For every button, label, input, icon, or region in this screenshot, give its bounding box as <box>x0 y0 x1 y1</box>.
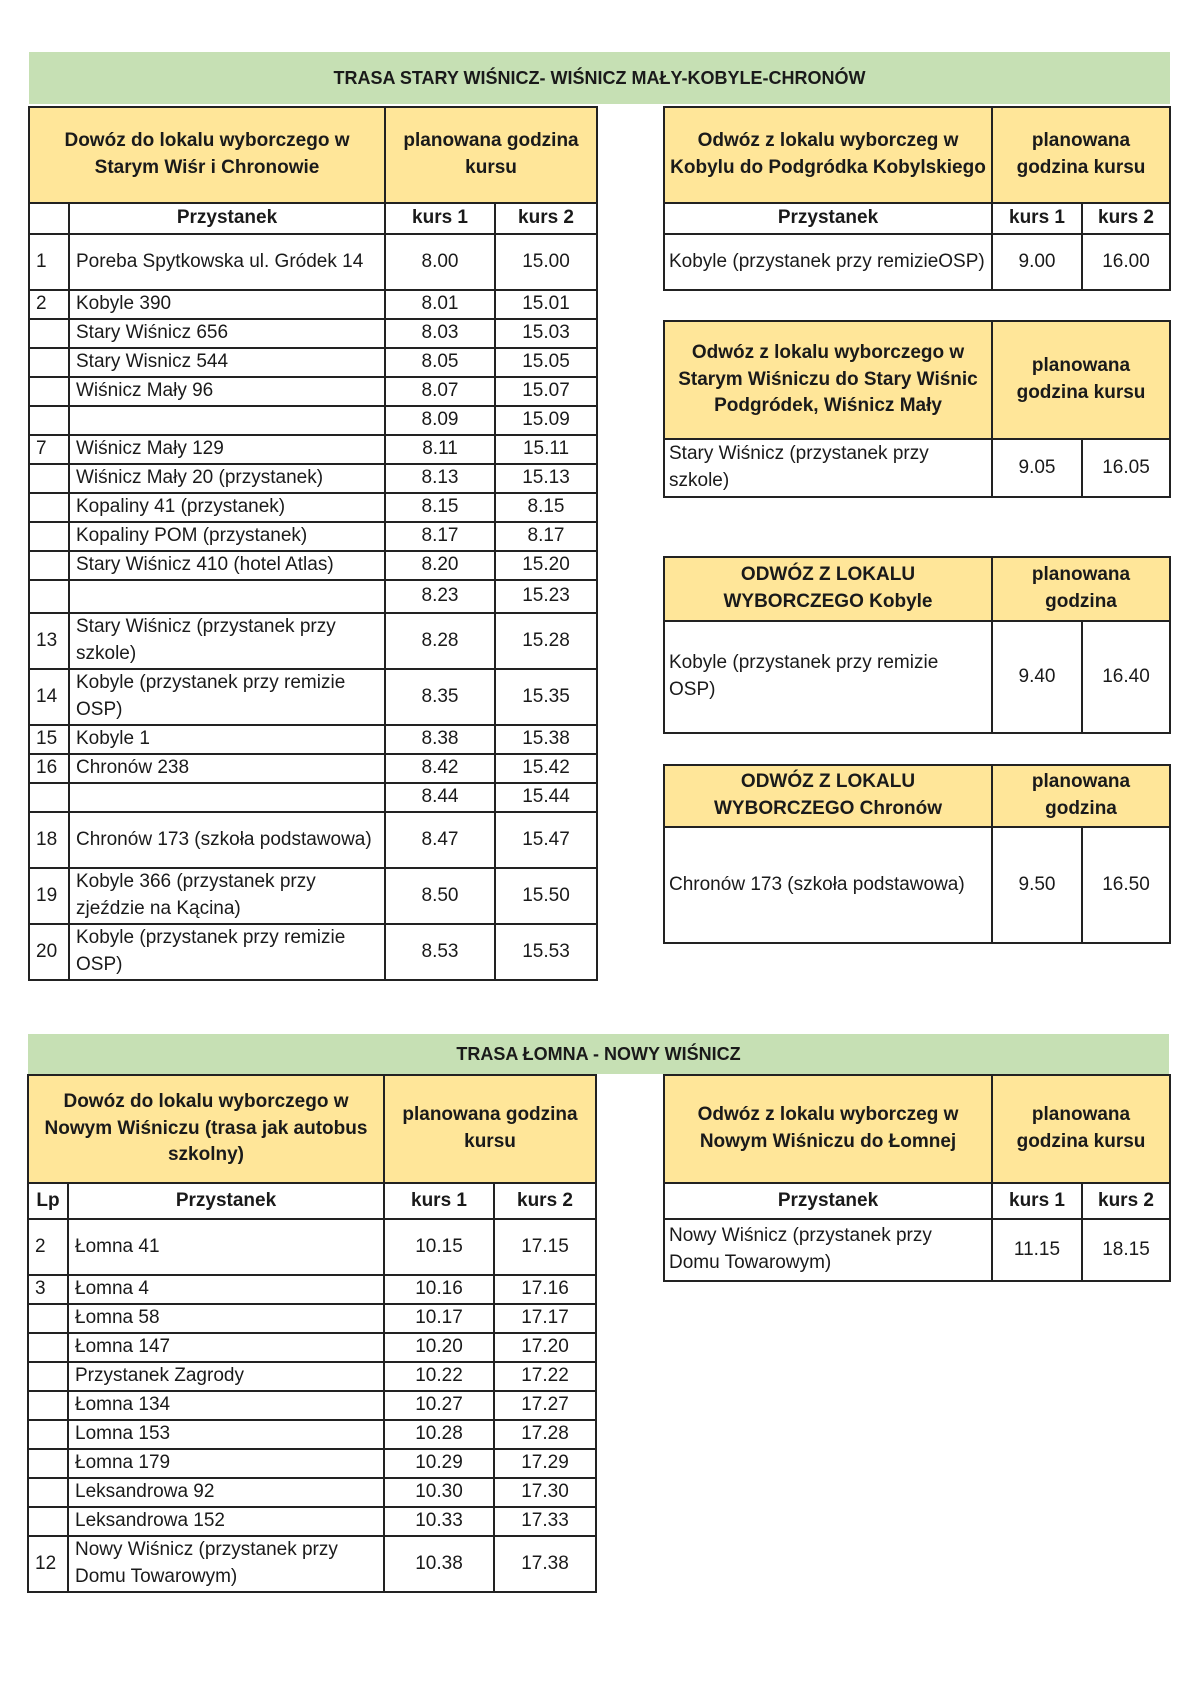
table-row <box>28 1275 596 1304</box>
route1-title: TRASA STARY WIŚNICZ- WIŚNICZ MAŁY-KOBYLE-CHRONÓW <box>29 52 1170 104</box>
row-number: 2 <box>29 290 69 319</box>
kurs2-time: 17.28 <box>494 1420 596 1449</box>
return3-header-title: ODWÓZ Z LOKALU WYBORCZEGO Kobyle <box>664 557 992 621</box>
table-row <box>29 613 597 669</box>
route2-main-header-title: Dowóz do lokalu wyborczego w Nowym Wiśniczu (trasa jak autobus szkolny) <box>28 1075 384 1183</box>
kurs1-time: 10.17 <box>384 1304 494 1333</box>
kurs2-time: 17.16 <box>494 1275 596 1304</box>
table-row <box>29 319 597 348</box>
kurs1-time: 10.33 <box>384 1507 494 1536</box>
return1-stop: Kobyle (przystanek przy remizieOSP) <box>664 234 992 290</box>
return-header-title: Odwóz z lokalu wyborczeg w Nowym Wiśniczu do Łomnej <box>664 1075 992 1183</box>
col-stop: Przystanek <box>68 1183 384 1219</box>
return-kurs1: 11.15 <box>992 1219 1082 1281</box>
row-number: 12 <box>28 1536 68 1592</box>
row-number: 16 <box>29 754 69 783</box>
row-number <box>28 1420 68 1449</box>
kurs1-time: 8.00 <box>385 234 495 290</box>
stop-name: Kobyle 1 <box>69 725 385 754</box>
table-row <box>29 290 597 319</box>
route2-main-table <box>27 1074 597 1593</box>
table-row <box>29 551 597 580</box>
return-stop: Nowy Wiśnicz (przystanek przy Domu Towarowym) <box>664 1219 992 1281</box>
kurs1-time: 8.03 <box>385 319 495 348</box>
return4-header-time: planowana godzina <box>992 765 1170 827</box>
row-number <box>28 1391 68 1420</box>
kurs2-time: 15.35 <box>495 669 597 725</box>
stop-name: Nowy Wiśnicz (przystanek przy Domu Towarowym) <box>68 1536 384 1592</box>
table-row <box>29 725 597 754</box>
col-kurs2: kurs 2 <box>495 203 597 234</box>
route2-main-header-time: planowana godzina kursu <box>384 1075 596 1183</box>
kurs1-time: 8.44 <box>385 783 495 812</box>
stop-name: Kobyle (przystanek przy remizie OSP) <box>69 924 385 980</box>
return3-kurs1: 9.40 <box>992 621 1082 733</box>
route2-return-table <box>663 1074 1171 1282</box>
stop-name: Kobyle (przystanek przy remizie OSP) <box>69 669 385 725</box>
kurs1-time: 8.17 <box>385 522 495 551</box>
return3-header-time: planowana godzina <box>992 557 1170 621</box>
kurs2-time: 15.01 <box>495 290 597 319</box>
stop-name: Łomna 179 <box>68 1449 384 1478</box>
stop-name <box>69 580 385 613</box>
return1-kurs2: 16.00 <box>1082 234 1170 290</box>
table-row <box>29 348 597 377</box>
row-number <box>29 348 69 377</box>
stop-name: Łomna 58 <box>68 1304 384 1333</box>
stop-name: Lomna 153 <box>68 1420 384 1449</box>
table-row <box>29 754 597 783</box>
row-number <box>29 551 69 580</box>
kurs1-time: 8.35 <box>385 669 495 725</box>
table-row <box>28 1219 596 1275</box>
row-number <box>29 783 69 812</box>
col-kurs2: kurs 2 <box>1082 1183 1170 1219</box>
table-row <box>28 1507 596 1536</box>
stop-name: Poreba Spytkowska ul. Gródek 14 <box>69 234 385 290</box>
kurs2-time: 8.15 <box>495 493 597 522</box>
stop-name <box>69 406 385 435</box>
return2-kurs1: 9.05 <box>992 439 1082 497</box>
row-number <box>28 1478 68 1507</box>
kurs1-time: 10.29 <box>384 1449 494 1478</box>
kurs1-time: 8.01 <box>385 290 495 319</box>
kurs2-time: 15.23 <box>495 580 597 613</box>
return2-kurs2: 16.05 <box>1082 439 1170 497</box>
table-row <box>29 580 597 613</box>
table-row <box>28 1478 596 1507</box>
return1-kurs1: 9.00 <box>992 234 1082 290</box>
stop-name: Łomna 41 <box>68 1219 384 1275</box>
kurs1-time: 10.27 <box>384 1391 494 1420</box>
stop-name: Przystanek Zagrody <box>68 1362 384 1391</box>
row-number <box>28 1304 68 1333</box>
stop-name: Chronów 238 <box>69 754 385 783</box>
row-number <box>29 464 69 493</box>
kurs1-time: 8.38 <box>385 725 495 754</box>
col-kurs1: kurs 1 <box>992 1183 1082 1219</box>
stop-name: Kobyle 366 (przystanek przy zjeździe na Kącina) <box>69 868 385 924</box>
col-stop: Przystanek <box>69 203 385 234</box>
route2-title: TRASA ŁOMNA - NOWY WIŚNICZ <box>28 1034 1169 1074</box>
kurs1-time: 10.16 <box>384 1275 494 1304</box>
kurs2-time: 15.09 <box>495 406 597 435</box>
row-number: 18 <box>29 812 69 868</box>
kurs1-time: 8.53 <box>385 924 495 980</box>
row-number <box>29 406 69 435</box>
kurs1-time: 10.22 <box>384 1362 494 1391</box>
table-row <box>29 377 597 406</box>
return2-header-time: planowana godzina kursu <box>992 321 1170 439</box>
table-row <box>28 1304 596 1333</box>
kurs1-time: 8.09 <box>385 406 495 435</box>
kurs2-time: 15.13 <box>495 464 597 493</box>
stop-name: Chronów 173 (szkoła podstawowa) <box>69 812 385 868</box>
col-lp: Lp <box>28 1183 68 1219</box>
table-row <box>29 669 597 725</box>
col-kurs1: kurs 1 <box>992 203 1082 234</box>
stop-name: Łomna 4 <box>68 1275 384 1304</box>
kurs2-time: 15.20 <box>495 551 597 580</box>
row-number <box>28 1362 68 1391</box>
return3-kurs2: 16.40 <box>1082 621 1170 733</box>
route1-main-header-time: planowana godzina kursu <box>385 107 597 203</box>
table-row <box>29 924 597 980</box>
table-row <box>29 435 597 464</box>
kurs1-time: 8.50 <box>385 868 495 924</box>
route1-main-table <box>28 106 598 981</box>
kurs1-time: 8.23 <box>385 580 495 613</box>
row-number: 20 <box>29 924 69 980</box>
kurs1-time: 10.20 <box>384 1333 494 1362</box>
col-kurs2: kurs 2 <box>1082 203 1170 234</box>
stop-name: Wiśnicz Mały 129 <box>69 435 385 464</box>
return4-kurs2: 16.50 <box>1082 827 1170 943</box>
stop-name: Łomna 134 <box>68 1391 384 1420</box>
stop-name: Kobyle 390 <box>69 290 385 319</box>
stop-name: Leksandrowa 92 <box>68 1478 384 1507</box>
stop-name: Stary Wisnicz 544 <box>69 348 385 377</box>
return2-stop: Stary Wiśnicz (przystanek przy szkole) <box>664 439 992 497</box>
row-number: 3 <box>28 1275 68 1304</box>
kurs1-time: 8.05 <box>385 348 495 377</box>
table-row <box>28 1536 596 1592</box>
col-kurs1: kurs 1 <box>384 1183 494 1219</box>
return1-header-title: Odwóz z lokalu wyborczeg w Kobylu do Podgródka Kobylskiego <box>664 107 992 203</box>
table-row <box>28 1449 596 1478</box>
kurs2-time: 17.29 <box>494 1449 596 1478</box>
return2-header-title: Odwóz z lokalu wyborczego w Starym Wiśniczu do Stary Wiśnic Podgródek, Wiśnicz Mały <box>664 321 992 439</box>
stop-name: Łomna 147 <box>68 1333 384 1362</box>
return4-stop: Chronów 173 (szkoła podstawowa) <box>664 827 992 943</box>
kurs2-time: 15.00 <box>495 234 597 290</box>
row-number <box>29 377 69 406</box>
stop-name: Leksandrowa 152 <box>68 1507 384 1536</box>
table-row <box>28 1420 596 1449</box>
kurs1-time: 8.15 <box>385 493 495 522</box>
row-number: 13 <box>29 613 69 669</box>
row-number: 2 <box>28 1219 68 1275</box>
kurs2-time: 17.20 <box>494 1333 596 1362</box>
stop-name: Kopaliny POM (przystanek) <box>69 522 385 551</box>
row-number <box>29 319 69 348</box>
kurs1-time: 8.47 <box>385 812 495 868</box>
kurs2-time: 15.42 <box>495 754 597 783</box>
row-number: 7 <box>29 435 69 464</box>
return4-header-title: ODWÓZ Z LOKALU WYBORCZEGO Chronów <box>664 765 992 827</box>
table-row <box>28 1333 596 1362</box>
kurs2-time: 15.47 <box>495 812 597 868</box>
row-number <box>28 1507 68 1536</box>
route1-main-header-title: Dowóz do lokalu wyborczego w Starym Wiśr i Chronowie <box>29 107 385 203</box>
stop-name: Wiśnicz Mały 96 <box>69 377 385 406</box>
row-number <box>29 493 69 522</box>
kurs1-time: 8.11 <box>385 435 495 464</box>
kurs1-time: 10.38 <box>384 1536 494 1592</box>
kurs2-time: 15.11 <box>495 435 597 464</box>
return3-stop: Kobyle (przystanek przy remizie OSP) <box>664 621 992 733</box>
kurs2-time: 17.33 <box>494 1507 596 1536</box>
kurs2-time: 15.38 <box>495 725 597 754</box>
table-row <box>28 1362 596 1391</box>
col-stop: Przystanek <box>664 1183 992 1219</box>
row-number: 15 <box>29 725 69 754</box>
route1-return1-table <box>663 106 1171 291</box>
table-row <box>29 493 597 522</box>
stop-name <box>69 783 385 812</box>
table-row <box>29 406 597 435</box>
kurs2-time: 15.28 <box>495 613 597 669</box>
return-header-time: planowana godzina kursu <box>992 1075 1170 1183</box>
row-number: 19 <box>29 868 69 924</box>
route1-return2-table <box>663 320 1171 498</box>
kurs1-time: 8.07 <box>385 377 495 406</box>
kurs1-time: 10.28 <box>384 1420 494 1449</box>
kurs1-time: 10.15 <box>384 1219 494 1275</box>
row-number <box>29 522 69 551</box>
kurs1-time: 10.30 <box>384 1478 494 1507</box>
kurs2-time: 17.30 <box>494 1478 596 1507</box>
row-number <box>28 1449 68 1478</box>
col-kurs1: kurs 1 <box>385 203 495 234</box>
return4-kurs1: 9.50 <box>992 827 1082 943</box>
kurs2-time: 8.17 <box>495 522 597 551</box>
kurs2-time: 17.38 <box>494 1536 596 1592</box>
col-stop: Przystanek <box>664 203 992 234</box>
kurs2-time: 15.07 <box>495 377 597 406</box>
table-row <box>29 812 597 868</box>
kurs1-time: 8.13 <box>385 464 495 493</box>
route1-return4-table <box>663 764 1171 944</box>
stop-name: Stary Wiśnicz 656 <box>69 319 385 348</box>
row-number <box>29 580 69 613</box>
row-number <box>28 1333 68 1362</box>
kurs1-time: 8.20 <box>385 551 495 580</box>
kurs2-time: 17.17 <box>494 1304 596 1333</box>
kurs2-time: 15.03 <box>495 319 597 348</box>
stop-name: Wiśnicz Mały 20 (przystanek) <box>69 464 385 493</box>
return1-header-time: planowana godzina kursu <box>992 107 1170 203</box>
row-number: 1 <box>29 234 69 290</box>
return-kurs2: 18.15 <box>1082 1219 1170 1281</box>
row-number: 14 <box>29 669 69 725</box>
table-row <box>29 234 597 290</box>
kurs1-time: 8.42 <box>385 754 495 783</box>
kurs1-time: 8.28 <box>385 613 495 669</box>
table-row <box>29 522 597 551</box>
kurs2-time: 15.05 <box>495 348 597 377</box>
kurs2-time: 17.15 <box>494 1219 596 1275</box>
stop-name: Stary Wiśnicz 410 (hotel Atlas) <box>69 551 385 580</box>
table-row <box>29 783 597 812</box>
kurs2-time: 17.22 <box>494 1362 596 1391</box>
stop-name: Stary Wiśnicz (przystanek przy szkole) <box>69 613 385 669</box>
stop-name: Kopaliny 41 (przystanek) <box>69 493 385 522</box>
kurs2-time: 17.27 <box>494 1391 596 1420</box>
kurs2-time: 15.53 <box>495 924 597 980</box>
kurs2-time: 15.44 <box>495 783 597 812</box>
kurs2-time: 15.50 <box>495 868 597 924</box>
table-row <box>29 868 597 924</box>
route1-return3-table <box>663 556 1171 734</box>
table-row <box>28 1391 596 1420</box>
col-kurs2: kurs 2 <box>494 1183 596 1219</box>
table-row <box>29 464 597 493</box>
